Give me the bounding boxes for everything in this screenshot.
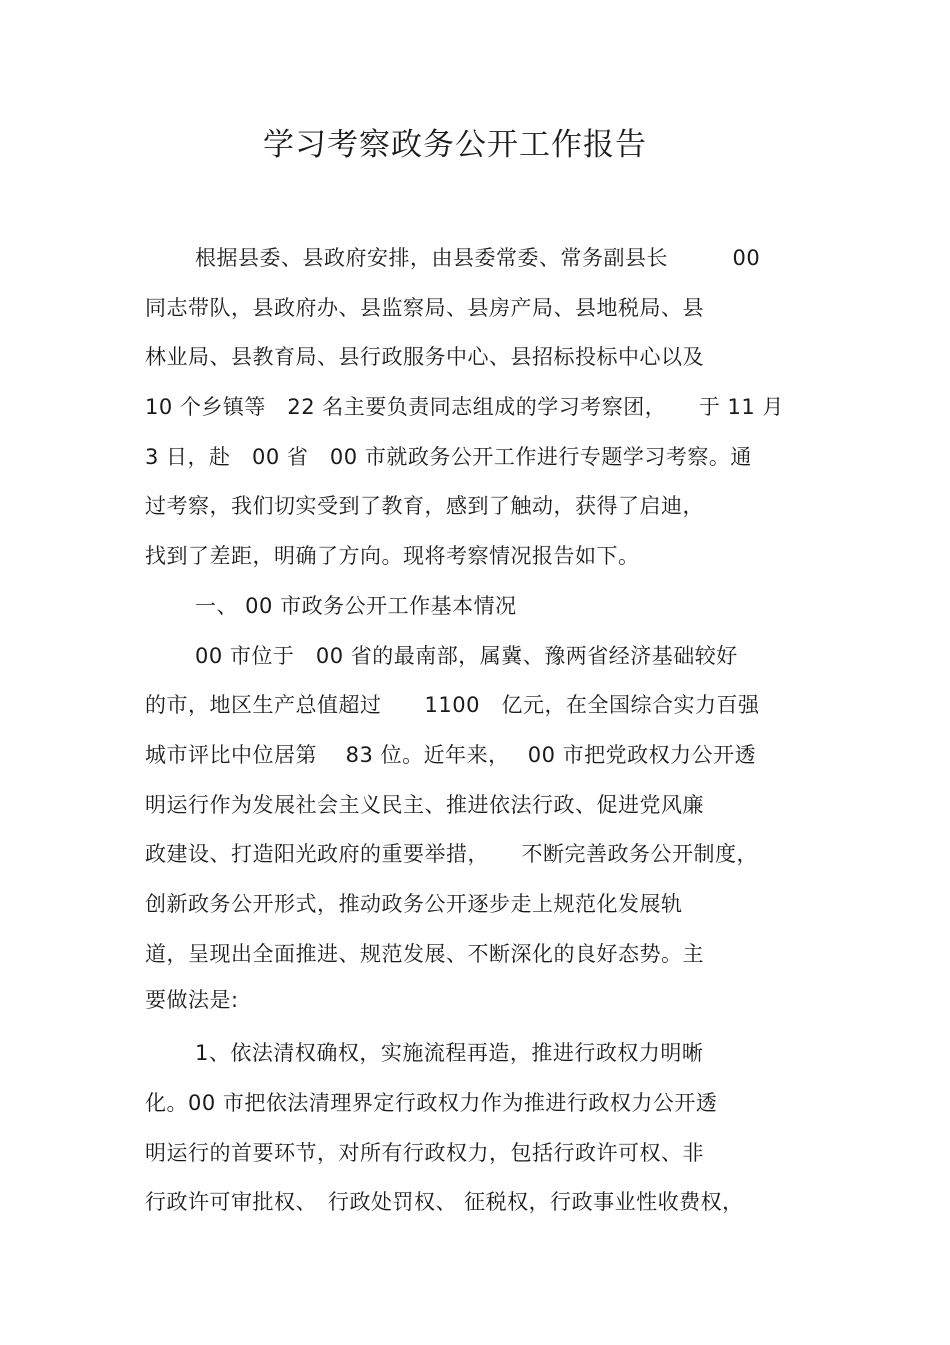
- paragraph-line: 明运行的首要环节，对所有行政权力，包括行政许可权、非: [145, 1140, 704, 1165]
- paragraph-line: 同志带队，县政府办、县监察局、县房产局、县地税局、县: [145, 295, 704, 320]
- document-body: [145, 234, 825, 1228]
- paragraph-line: 要做法是:: [145, 988, 239, 1013]
- paragraph-line: 行政许可审批权、 行政处罚权、 征税权，行政事业性收费权，: [145, 1190, 744, 1215]
- paragraph-line: 3 日，赴 00 省 00 市就政务公开工作进行专题学习考察。通: [145, 444, 752, 469]
- paragraph-line: 创新政务公开形式，推动政务公开逐步走上规范化发展轨: [145, 891, 683, 916]
- paragraph-line: 00 市位于 00 省的最南部，属冀、豫两省经济基础较好: [195, 643, 738, 668]
- paragraph-line: 1、依法清权确权，实施流程再造，推进行政权力明晰: [195, 1041, 704, 1066]
- paragraph-line: 化。00 市把依法清理界定行政权力作为推进行政权力公开透: [145, 1091, 718, 1115]
- document-title: 学习考察政务公开工作报告: [263, 127, 647, 163]
- paragraph-line: 城市评比中位居第 83 位。近年来， 00 市把党政权力公开透: [145, 742, 757, 767]
- paragraph-line: 10 个乡镇等 22 名主要负责同志组成的学习考察团， 于 11 月: [145, 395, 784, 420]
- paragraph-line: 过考察，我们切实受到了教育，感到了触动，获得了启迪，: [145, 494, 704, 519]
- paragraph-line: 政建设、打造阳光政府的重要举措， 不断完善政务公开制度，: [145, 842, 758, 867]
- paragraph-line: 找到了差距，明确了方向。现将考察情况报告如下。: [145, 544, 640, 569]
- paragraph-line: 根据县委、县政府安排，由县委常委、常务副县长 00: [195, 246, 761, 270]
- paragraph-line: 林业局、县教育局、县行政服务中心、县招标投标中心以及: [145, 345, 704, 370]
- paragraph-line: 的市，地区生产总值超过 1100 亿元，在全国综合实力百强: [145, 693, 760, 718]
- paragraph-line: 明运行作为发展社会主义民主、推进依法行政、促进党风廉: [145, 792, 704, 817]
- paragraph-line: 道，呈现出全面推进、规范发展、不断深化的良好态势。主: [145, 941, 704, 966]
- section-heading: 一、 00 市政务公开工作基本情况: [195, 593, 517, 618]
